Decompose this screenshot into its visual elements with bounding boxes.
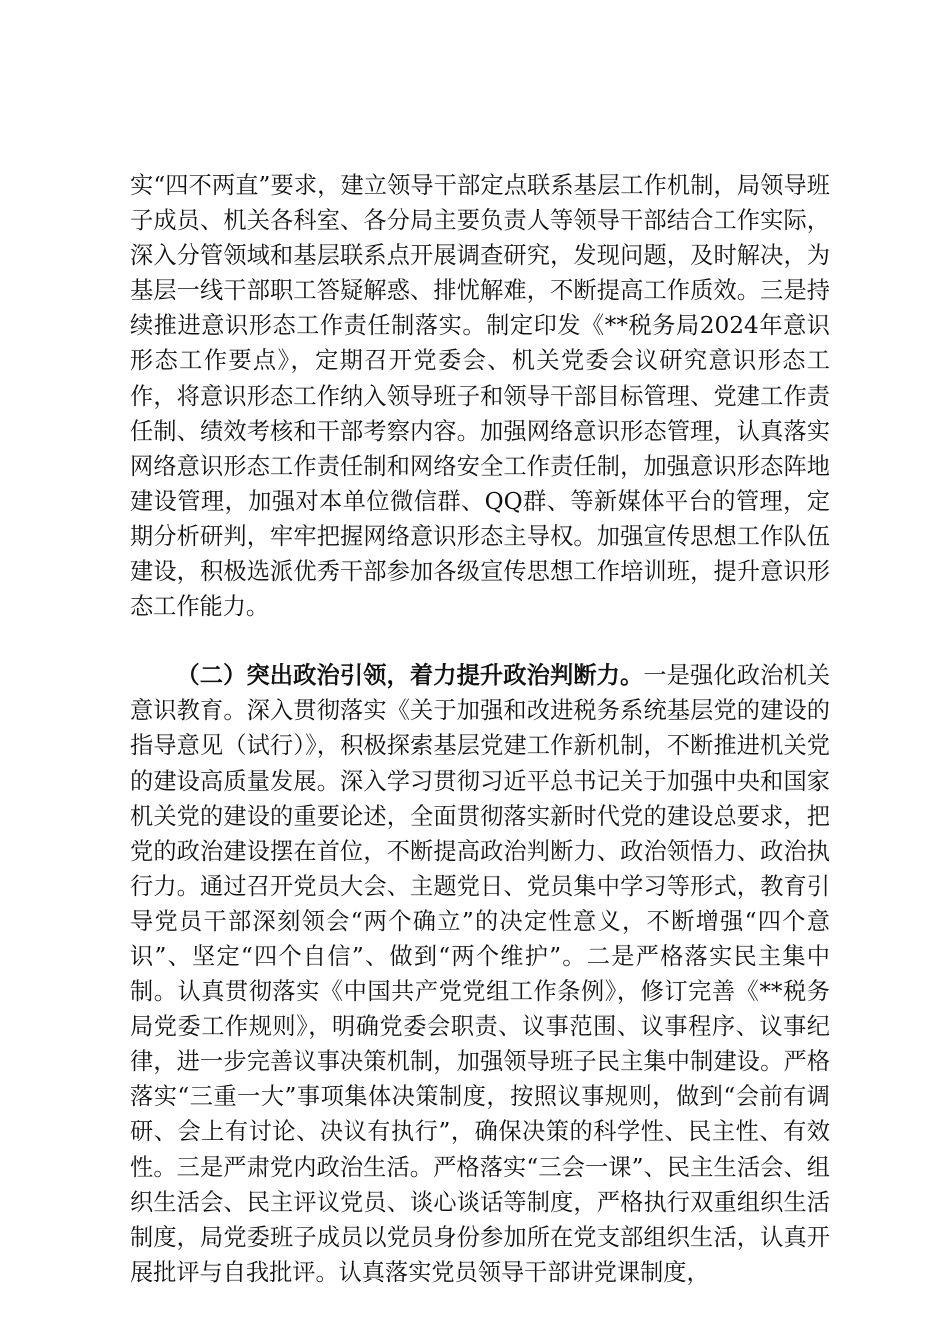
section-paragraph [130, 658, 830, 1290]
paragraph-text: 一是强化政治机关意识教育。深入贯彻落实《关于加强和改进税务系统基层党的建设的指导意见（试行）》，积极探索基层党建工作新机制，不断推进机关党的建设高质量发展。深入学习贯彻习近平总书记关于加强中央和国家机关党的建设的重要论述，全面贯彻落实新时代党的建设总要求，把党的政治建设摆在首位，不断提高政治判断力、政治领悟力、政治执行力。通过召开党员大会、主题党日、党员集中学习等形式，教育引导党员干部深刻领会“两个确立”的决定性意义，不断增强“四个意识”、坚定“四个自信”、做到“两个维护”。二是严格落实民主集中制。认真贯彻落实《中国共产党党组工作条例》，修订完善《**税务局党委工作规则》，明确党委会职责、议事范围、议事程序、议事纪律，进一步完善议事决策机制，加强领导班子民主集中制建设。严格落实“三重一大”事项集体决策制度，按照议事规则，做到“会前有调研、会上有讨论、决议有执行”，确保决策的科学性、民主性、有效性。三是严肃党内政治生活。严格落实“三会一课”、民主生活会、组织生活会、民主评议党员、谈心谈话等制度，严格执行双重组织生活制度，局党委班子成员以党员身份参加所在党支部组织生活，认真开展批评与自我批评。认真落实党员领导干部讲党课制度， [130, 662, 831, 1286]
section-heading: （二）突出政治引领，着力提升政治判断力。 [176, 662, 644, 690]
paragraph-text: 实“四不两直”要求，建立领导干部定点联系基层工作机制，局领导班子成员、机关各科室、各分局主要负责人等领导干部结合工作实际，深入分管领域和基层联系点开展调查研究，发现问题，及时解决，为基层一线干部职工答疑解惑、排忧解难，不断提高工作质效。三是持续推进意识形态工作责任制落实。制定印发《**税务局2024年意识形态工作要点》，定期召开党委会、机关党委会议研究意识形态工作，将意识形态工作纳入领导班子和领导干部目标管理、党建工作责任制、绩效考核和干部考察内容。加强网络意识形态管理，认真落实网络意识形态工作责任制和网络安全工作责任制，加强意识形态阵地建设管理，加强对本单位微信群、QQ群、等新媒体平台的管理，定期分析研判，牢牢把握网络意识形态主导权。加强宣传思想工作队伍建设，积极选派优秀干部参加各级宣传思想工作培训班，提升意识形态工作能力。 [130, 172, 830, 621]
body-paragraph [130, 168, 830, 624]
document-page [130, 168, 830, 1290]
